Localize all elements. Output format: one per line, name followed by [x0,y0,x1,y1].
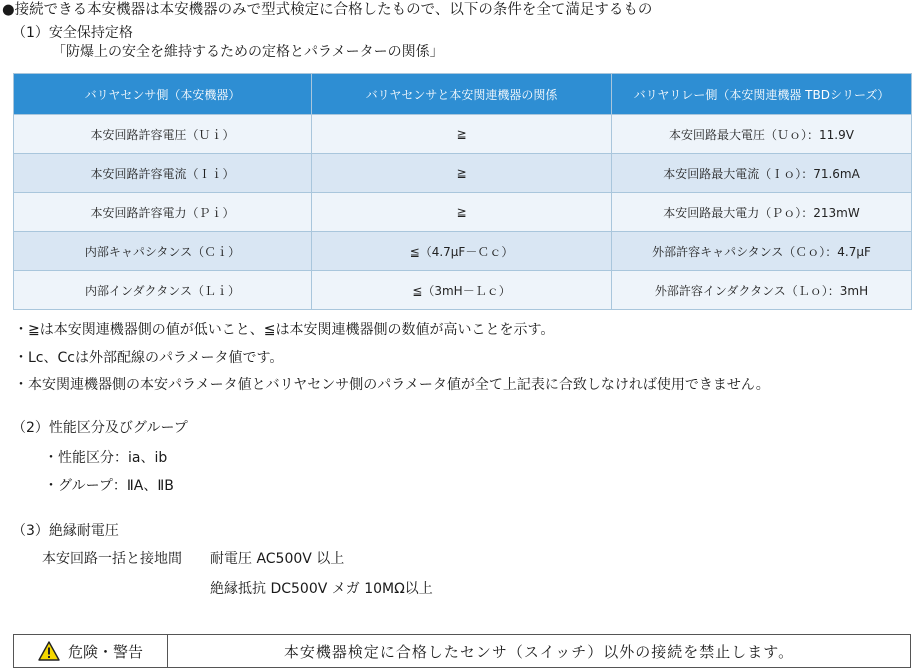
section3-title: （3）絶縁耐電圧 [12,523,119,539]
table-cell: 本安回路許容電圧（Ｕｉ） [14,115,312,154]
table-cell: ≦（3mH－Ｌｃ） [312,271,612,310]
note-comparison: ・≧は本安関連機器側の値が低いこと、≦は本安関連機器側の数値が高いことを示す。 [14,322,555,338]
table-row [14,232,912,271]
performance-class-item: ・性能区分：ia、ib [44,450,168,466]
table-cell: 本安回路許容電流（Ｉｉ） [14,154,312,193]
withstand-voltage-text: 耐電圧 AC500V 以上 [210,551,345,567]
table-row [14,115,912,154]
section1-title: （1）安全保持定格 [12,25,133,41]
table-cell: 内部キャパシタンス（Ｃｉ） [14,232,312,271]
table-header-row [14,74,912,115]
warning-message: 本安機器検定に合格したセンサ（スイッチ）以外の接続を禁止します。 [283,642,795,661]
section1-subtitle: 「防爆上の安全を維持するための定格とパラメーターの関係」 [52,44,444,60]
header-relationship: バリヤセンサと本安関連機器の関係 [312,74,612,115]
table-cell: ≦（4.7μF－Ｃｃ） [312,232,612,271]
table-cell: ≧ [312,115,612,154]
parameter-table [13,73,912,310]
table-cell: 本安回路最大電力（Ｐｏ）：213mW [612,193,912,232]
warning-label-cell [14,635,168,667]
note-compliance: ・本安関連機器側の本安パラメータ値とバリヤセンサ側のパラメータ値が全て上記表に合致しなければ使用できません。 [14,377,770,393]
note-wiring: ・Lc、Ccは外部配線のパラメータ値です。 [14,350,284,366]
table-cell: 本安回路許容電力（Ｐｉ） [14,193,312,232]
insulation-target-label: 本安回路一括と接地間 [42,551,182,567]
intro-text: ●接続できる本安機器は本安機器のみで型式検定に合格したもので、以下の条件を全て満足するもの [2,2,653,18]
insulation-resistance-text: 絶縁抵抗 DC500V メガ 10MΩ以上 [210,581,433,597]
table-row [14,271,912,310]
table-cell: ≧ [312,193,612,232]
table-row [14,193,912,232]
table-cell: 本安回路最大電圧（Ｕｏ）：11.9V [612,115,912,154]
header-relay-side: バリヤリレー側（本安関連機器 TBDシリーズ） [612,74,912,115]
warning-label-text: 危険・警告 [67,642,143,661]
table-row [14,154,912,193]
group-item: ・グループ：ⅡA、ⅡB [44,478,174,494]
header-sensor-side: バリヤセンサ側（本安機器） [14,74,312,115]
table-cell: 外部許容インダクタンス（Ｌｏ）：3mH [612,271,912,310]
table-cell: 外部許容キャパシタンス（Ｃｏ）：4.7μF [612,232,912,271]
section2-title: （2）性能区分及びグループ [12,420,188,436]
warning-triangle-icon [38,641,60,661]
table-cell: 内部インダクタンス（Ｌｉ） [14,271,312,310]
table-cell: ≧ [312,154,612,193]
warning-box [13,634,911,668]
table-cell: 本安回路最大電流（Ｉｏ）：71.6mA [612,154,912,193]
